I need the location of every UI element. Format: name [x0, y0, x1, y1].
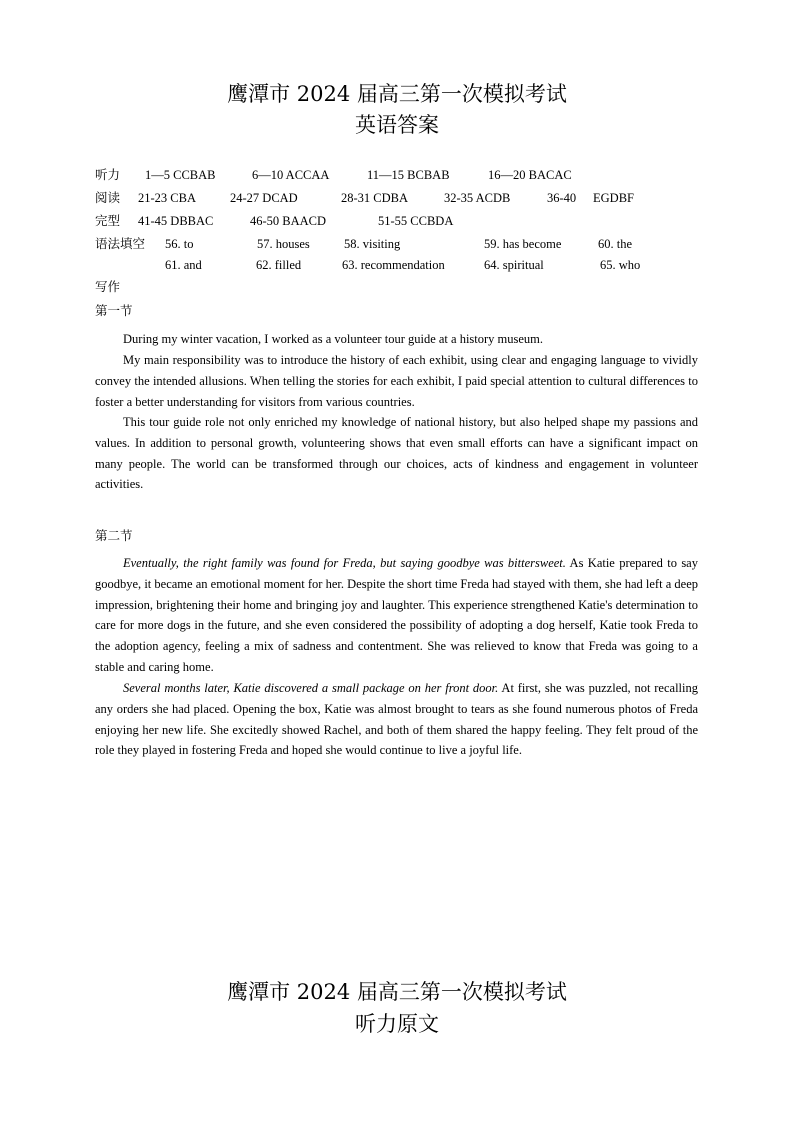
- answer-item: 65. who: [600, 258, 641, 272]
- answer-item: 32-35 ACDB: [444, 191, 511, 205]
- answer-item: 46-50 BAACD: [250, 214, 327, 228]
- page-subtitle: 英语答案: [355, 113, 439, 137]
- page-title: 鹰潭市 2024 届高三第一次模拟考试: [227, 82, 567, 106]
- essay-paragraph: My main responsibility was to introduce the history of each exhibit, using clear and engaging language to vividly convey the intended allusions. When telling the stories for each exhibit, I paid special attention to cultural differences to foster a better understanding for visitors from various countries.: [95, 353, 698, 409]
- answer-item: 11—15 BCBAB: [367, 168, 450, 182]
- answer-item: 1—5 CCBAB: [145, 168, 216, 182]
- answer-item: 63. recommendation: [342, 258, 445, 272]
- answer-item: 61. and: [165, 258, 202, 272]
- answer-label: 完型: [95, 213, 121, 228]
- answer-label: 阅读: [95, 190, 121, 205]
- answer-item: 59. has become: [484, 237, 562, 251]
- paragraph-lead-sentence: Several months later, Katie discovered a small package on her front door.: [123, 681, 499, 695]
- paragraph-lead-sentence: Eventually, the right family was found for Freda, but saying goodbye was bittersweet.: [123, 556, 566, 570]
- answer-item: 16—20 BACAC: [488, 168, 572, 182]
- essay-paragraph: During my winter vacation, I worked as a volunteer tour guide at a history museum.: [123, 332, 544, 346]
- answer-item: 21-23 CBA: [138, 191, 196, 205]
- answer-item: 57. houses: [257, 237, 310, 251]
- answer-item: 58. visiting: [344, 237, 401, 251]
- answer-item: 51-55 CCBDA: [378, 214, 454, 228]
- paragraph-body: At first, she was puzzled, not recalling any orders she had placed. Opening the box, Katie was almost brought to tears as she found numerous photos of Freda enjoying her new life. She excitedly showed Rachel, and both of them shared the happy feeling. They felt proud of the role they played in fostering Freda and hoped she would continue to live a joyful life.: [95, 681, 698, 758]
- answer-item: EGDBF: [593, 191, 634, 205]
- answer-item: 28-31 CDBA: [341, 191, 409, 205]
- answer-item: 6—10 ACCAA: [252, 168, 330, 182]
- answer-item: 64. spiritual: [484, 258, 544, 272]
- answer-item: 60. the: [598, 237, 633, 251]
- continuation-paragraph: [95, 553, 698, 678]
- footer-title: 鹰潭市 2024 届高三第一次模拟考试: [227, 980, 567, 1004]
- answer-item: 41-45 DBBAC: [138, 214, 214, 228]
- answer-label: 语法填空: [95, 236, 146, 251]
- section-heading-2: 第二节: [95, 528, 133, 543]
- section-heading-1: 第一节: [95, 303, 133, 318]
- essay-paragraph: This tour guide role not only enriched my knowledge of national history, but also helped shape my passions and values. In addition to personal growth, volunteering shows that even small efforts can have a significant impact on many people. The world can be transformed through our choices, acts of kindness and engagement in volunteer activities.: [95, 415, 698, 492]
- footer-subtitle: 听力原文: [355, 1012, 439, 1036]
- answer-item: 36-40: [547, 191, 577, 205]
- answer-item: 24-27 DCAD: [230, 191, 298, 205]
- answer-item: 56. to: [165, 237, 194, 251]
- paragraph-body: As Katie prepared to say goodbye, it became an emotional moment for her. Despite the short time Freda had stayed with them, she had left a deep impression, brightening their home and bringing joy and laughter. This experience strengthened Katie's determination to care for more dogs in the future, and she even considered the possibility of adopting a dog herself, Katie took Freda to the adoption agency, feeling a mix of sadness and contentment. She was relieved to know that Freda was going to a stable and caring home.: [95, 556, 698, 674]
- answer-label: 听力: [95, 167, 121, 182]
- continuation-paragraph: [95, 678, 698, 761]
- writing-label: 写作: [95, 279, 121, 294]
- answer-item: 62. filled: [256, 258, 302, 272]
